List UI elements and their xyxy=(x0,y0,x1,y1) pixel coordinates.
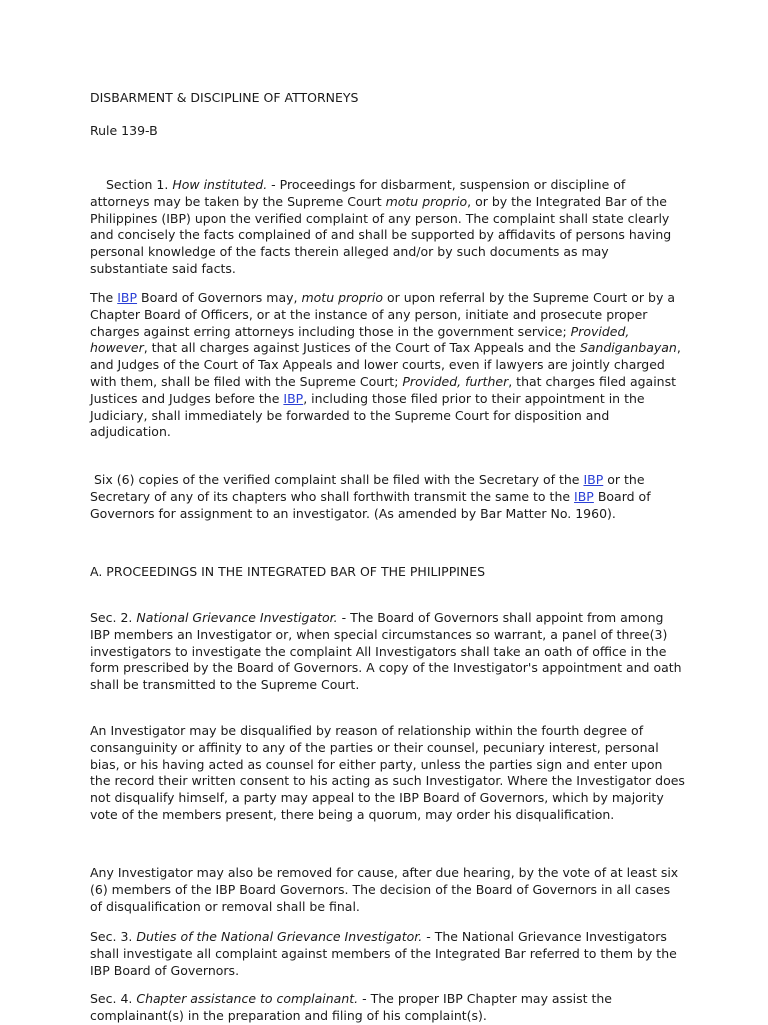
ibp-link-3[interactable]: IBP xyxy=(583,472,604,487)
section-1-text-a: - Proceedings for disbarment, suspension or discipline of attorneys may be taken by the Supreme Court xyxy=(90,177,626,209)
section-3-title: Duties of the National Grievance Investigator. xyxy=(136,929,423,944)
provided-further-term: Provided, further xyxy=(402,373,509,389)
section-3-paragraph xyxy=(90,929,685,979)
document-heading: DISBARMENT & DISCIPLINE OF ATTORNEYS xyxy=(90,90,359,105)
document-page xyxy=(90,0,685,1024)
ibp-link-1[interactable]: IBP xyxy=(117,290,138,305)
part-a-heading: A. PROCEEDINGS IN THE INTEGRATED BAR OF THE PHILIPPINES xyxy=(90,564,486,579)
section-2-text: - The Board of Governors shall appoint from among IBP members an Investigator or, when special circumstances so warrant, a panel of three(3) investigators to investigate the complaint All Investigators shall take an oath of office in the form prescribed by the Board of Governors. A copy of the Investigator's appointment and oath shall be transmitted to the Supreme Court. xyxy=(90,610,682,693)
section-3-label: Sec. 3. xyxy=(90,929,137,944)
ibp-board-paragraph xyxy=(90,290,685,441)
para3-text-2: or the Secretary of any of its chapters who shall forthwith transmit the same to the xyxy=(90,472,645,504)
section-4-text: - The proper IBP Chapter may assist the complainant(s) in the preparation and filing of his complaint(s). xyxy=(90,991,612,1023)
para2-text-2: Board of Governors may, xyxy=(137,290,302,305)
motu-proprio-term-2: motu proprio xyxy=(301,290,384,305)
para2-text-7: , including those filed prior to their appointment in the Judiciary, shall immediately be forwarded to the Supreme Court for disposition and adjudication. xyxy=(90,390,645,440)
sandiganbayan-term: Sandiganbayan xyxy=(579,340,677,356)
section-1-text-b: , or by the Integrated Bar of the Philippines (IBP) upon the verified complaint of any person. The complaint shall state clearly and concisely the facts complained of and shall be supported by affidavits of persons having personal knowledge of the facts therein alleged and/or by such documents as may substantiate said facts. xyxy=(90,193,672,276)
para3-text-3: Board of Governors for assignment to an investigator. (As amended by Bar Matter No. 1960). xyxy=(90,488,651,521)
para2-text-4: , that all charges against Justices of the Court of Tax Appeals and the xyxy=(143,340,580,356)
ibp-link-2[interactable]: IBP xyxy=(283,390,304,406)
para2-text-5: , and Judges of the Court of Tax Appeals and lower courts, even if lawyers are jointly charged with them, shall be filed with the Supreme Court; xyxy=(90,340,681,389)
copies-paragraph xyxy=(90,472,685,522)
motu-proprio-term: motu proprio xyxy=(385,193,468,209)
para3-text-1: Six (6) copies of the verified complaint shall be filed with the Secretary of the xyxy=(94,472,584,487)
rule-number: Rule 139-B xyxy=(90,123,158,138)
section-4-title: Chapter assistance to complainant. xyxy=(136,991,359,1006)
disqualification-paragraph: An Investigator may be disqualified by reason of relationship within the fourth degree of consanguinity or affinity to any of the parties or their counsel, pecuniary interest, personal bias, or his having acted as counsel for either party, unless the parties sign and enter upon the record their written consent to his acting as such Investigator. Where the Investigator does not disqualify himself, a party may appeal to the IBP Board of Governors, which by majority vote of the members present, there being a quorum, may order his disqualification. xyxy=(90,723,685,822)
section-1-label: Section 1. xyxy=(106,177,169,192)
section-4-label: Sec. 4. xyxy=(90,991,137,1006)
ibp-link-4[interactable]: IBP xyxy=(574,488,594,504)
section-3-text: - The National Grievance Investigators shall investigate all complaint against members of the Integrated Bar referred to them by the IBP Board of Governors. xyxy=(90,929,677,978)
provided-however-term: Provided, however xyxy=(90,323,630,356)
section-1-title: How instituted. xyxy=(172,177,268,192)
section-1-paragraph xyxy=(90,177,685,278)
para2-text-6: , that charges filed against Justices and Judges before the xyxy=(90,373,677,406)
para2-text-1: The xyxy=(90,290,118,305)
section-2-title: National Grievance Investigator. xyxy=(136,610,338,625)
section-2-paragraph xyxy=(90,610,685,694)
removal-paragraph: Any Investigator may also be removed for cause, after due hearing, by the vote of at least six (6) members of the IBP Board Governors. The decision of the Board of Governors in all cases of disqualification or removal shall be final. xyxy=(90,865,679,914)
para2-text-3: or upon referral by the Supreme Court or by a Chapter Board of Officers, or at the instance of any person, initiate and prosecute proper charges against erring attorneys including those in the government service; xyxy=(90,290,675,339)
section-4-paragraph xyxy=(90,991,685,1025)
section-2-label: Sec. 2. xyxy=(90,610,137,625)
